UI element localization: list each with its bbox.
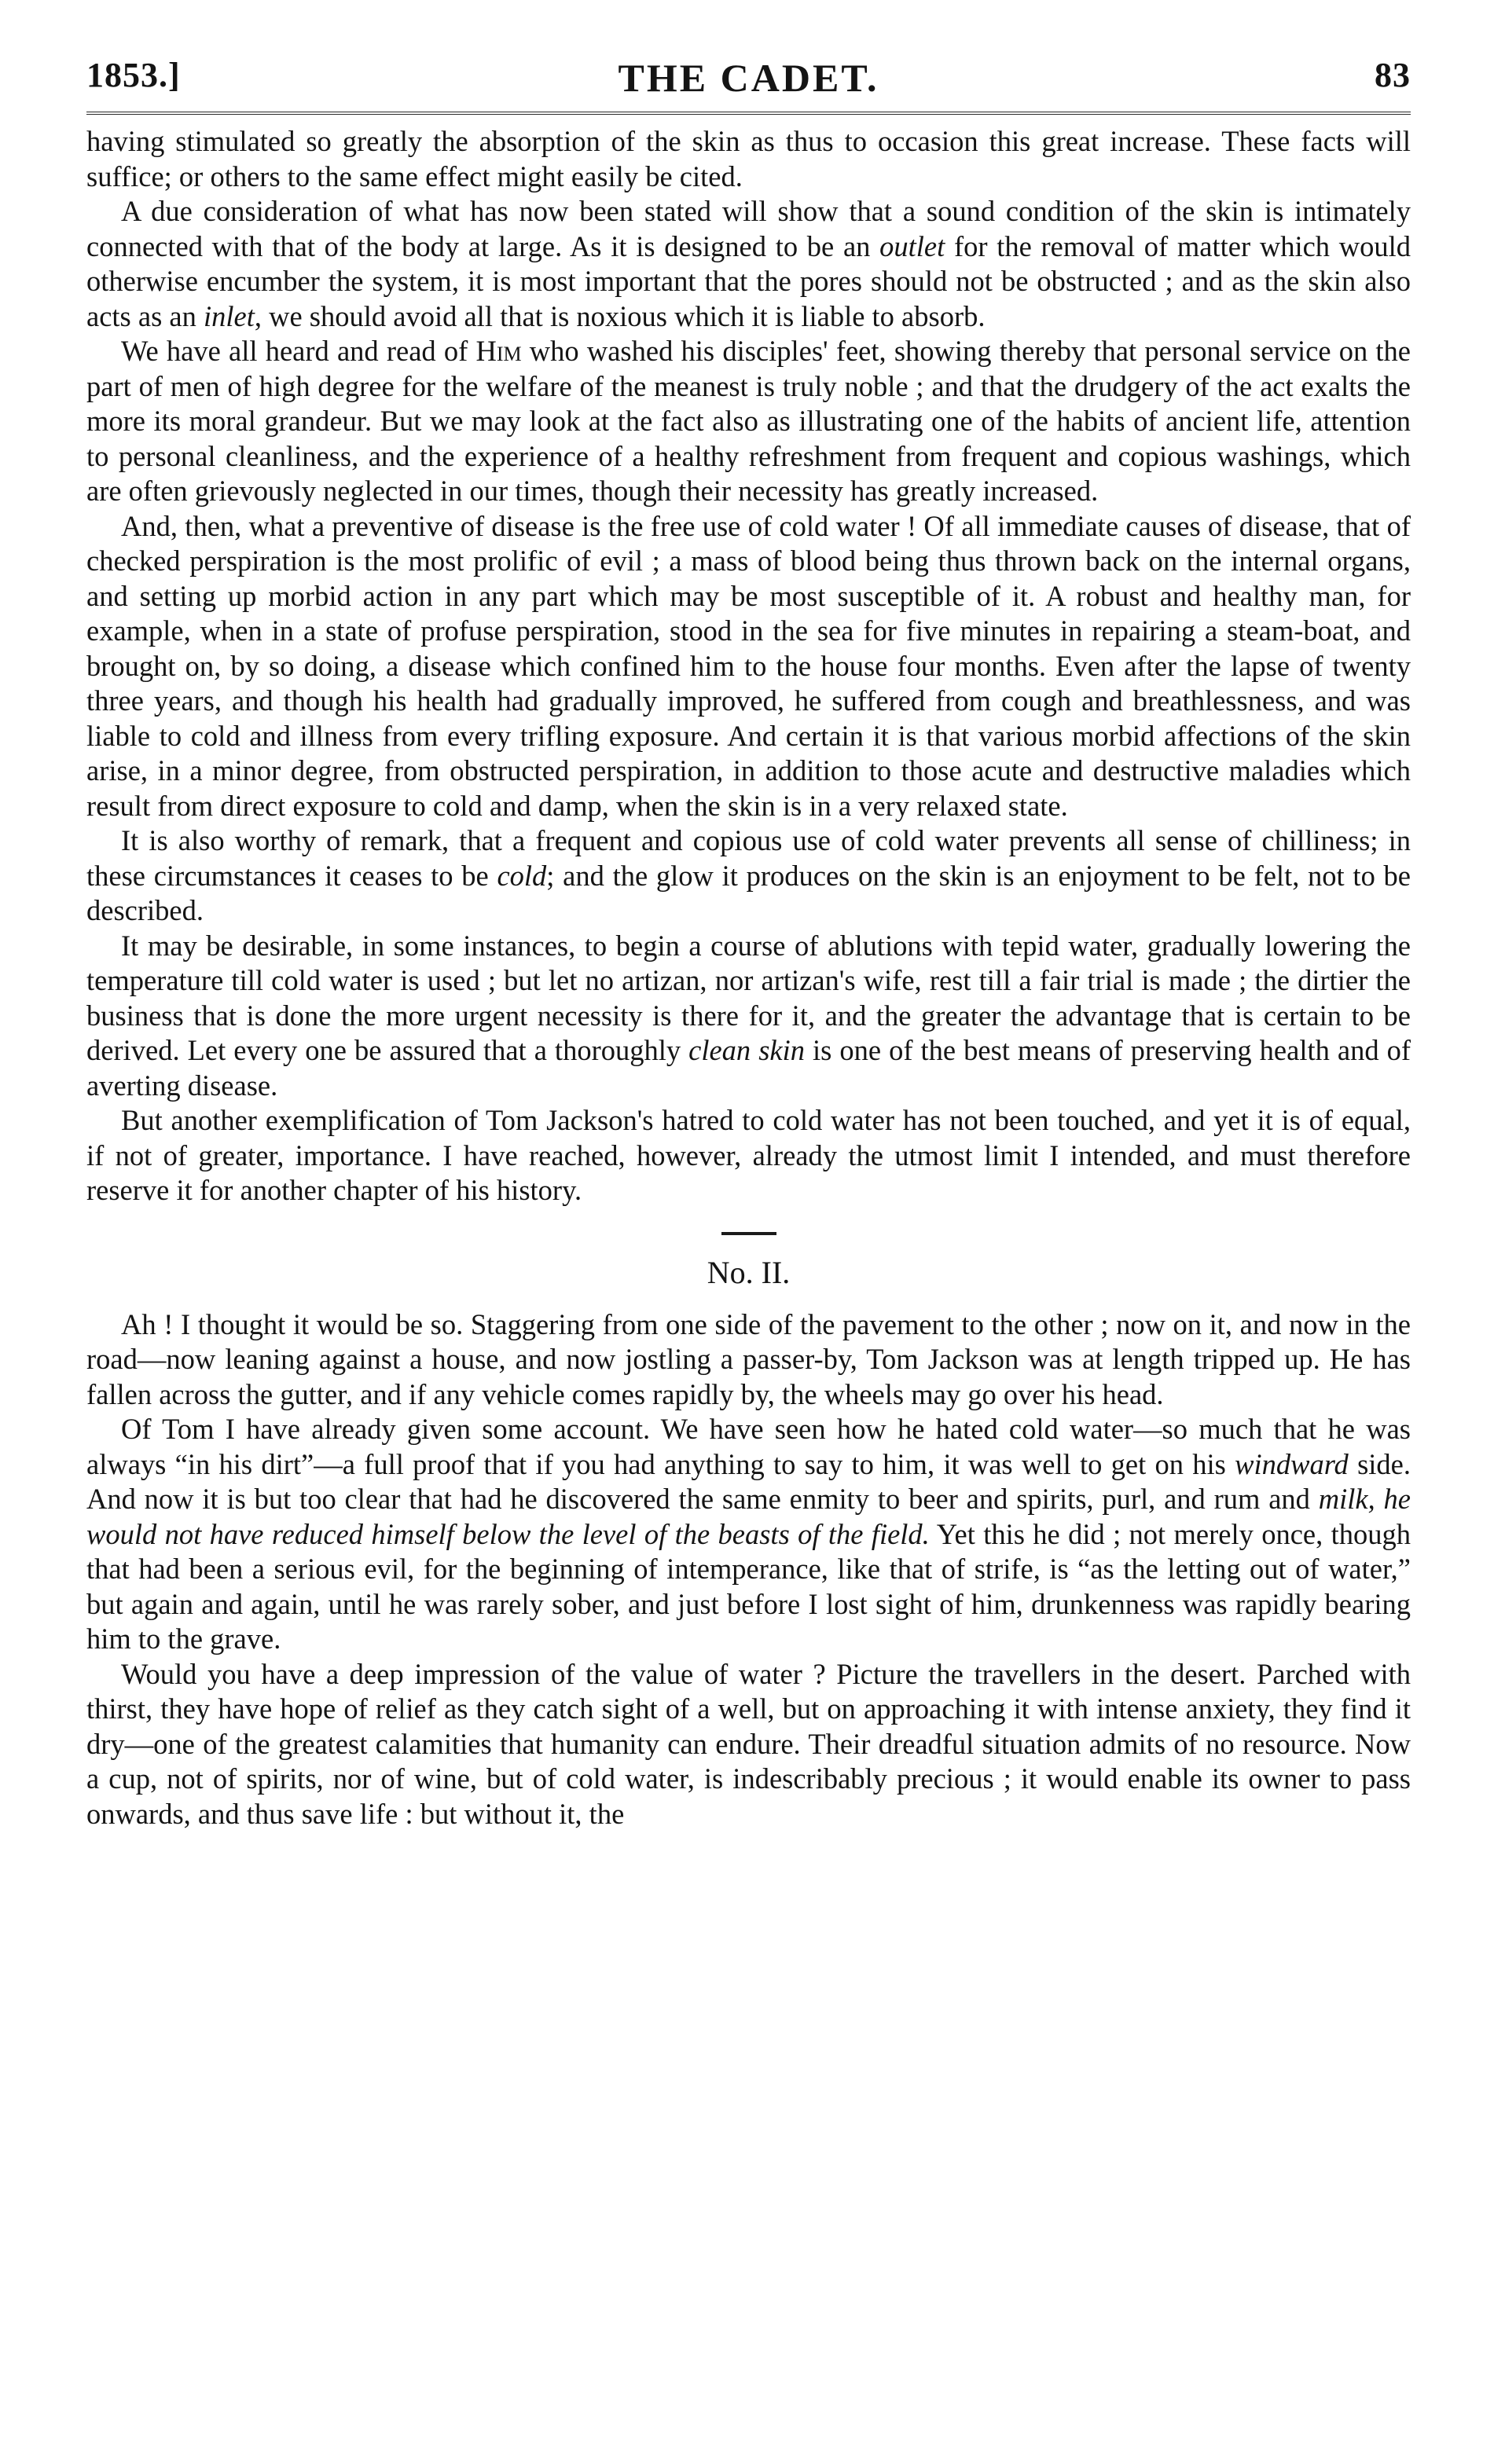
paragraph: We have all heard and read of Him who washed his disciples' feet, showing thereby that personal service on the part of men of high degree for the welfare of the meanest is truly noble ; and that the drudgery of the act exalts the more its moral grandeur. But we may look at the fact also as illustrating one of the habits of ancient life, attention to personal cleanliness, and the experience of a healthy refreshment from frequent and copious washings, which are often grievously neglected in our times, though their necessity has greatly increased. xyxy=(86,335,1411,507)
paragraph: having stimulated so greatly the absorption of the skin as thus to occasion this great increase. These facts will suffice; or others to the same effect might easily be cited. xyxy=(86,125,1411,192)
paragraph: Ah ! I thought it would be so. Staggering from one side of the pavement to the other ; now on it, and now in the road—now leaning against a house, and now jostling a passer-by, Tom Jackson was at length tripped up. He has fallen across the gutter, and if any vehicle comes rapidly by, the wheels may go over his head. xyxy=(86,1307,1411,1410)
book-page xyxy=(86,55,1411,1832)
paragraph: It may be desirable, in some instances, to begin a course of ablutions with tepid water, gradually lowering the temperature till cold water is used ; but let no artizan, nor artizan's wife, rest till a fair trial is made ; the dirtier the business that is done the more urgent necessity is there for it, and the greater the advantage that is certain to be derived. Let every one be assured that a thoroughly clean skin is one of the best means of preserving health and of averting disease. xyxy=(86,929,1411,1102)
running-head-title: THE CADET. xyxy=(618,56,879,100)
section-two xyxy=(86,1307,1411,1832)
header-rule xyxy=(86,112,1411,115)
paragraph: Would you have a deep impression of the value of water ? Picture the travellers in the desert. Parched with thirst, they have hope of relief as they catch sight of a well, but on approaching it with intense anxiety, they find it dry—one of the greatest calamities that humanity can endure. Their dreadful situation admits of no resource. Now a cup, not of spirits, nor of wine, but of cold water, is indescribably precious ; it would enable its owner to pass onwards, and thus save life : but without it, the xyxy=(86,1657,1411,1830)
section-heading: No. II. xyxy=(707,1254,791,1290)
running-head-year: 1853.] xyxy=(86,56,181,94)
paragraph: It is also worthy of remark, that a frequent and copious use of cold water prevents all sense of chilliness; in these circumstances it ceases to be cold; and the glow it produces on the skin is an enjoyment to be felt, not to be described. xyxy=(86,824,1411,926)
paragraph: And, then, what a preventive of disease is the free use of cold water ! Of all immediate causes of disease, that of checked perspiration is the most prolific of evil ; a mass of blood being thus thrown back on the internal organs, and setting up morbid action in any part which may be most susceptible of it. A robust and healthy man, for example, when in a state of profuse perspiration, stood in the sea for five minutes in repairing a steam-boat, and brought on, by so doing, a disease which confined him to the house four months. Even after the lapse of twenty three years, and though his health had gradually improved, he suffered from cough and breathlessness, and was liable to cold and illness from every trifling exposure. And certain it is that various morbid affections of the skin arise, in a minor degree, from obstructed perspiration, in addition to those acute and destructive maladies which result from direct exposure to cold and damp, when the skin is in a very relaxed state. xyxy=(86,509,1411,822)
section-divider xyxy=(721,1232,776,1235)
paragraph: But another exemplification of Tom Jackson's hatred to cold water has not been touched, and yet it is of equal, if not of greater, importance. I have reached, however, already the utmost limit I intended, and must therefore reserve it for another chapter of his history. xyxy=(86,1104,1411,1206)
paragraph: A due consideration of what has now been stated will show that a sound condition of the skin is intimately connected with that of the body at large. As it is designed to be an outlet for the removal of matter which would otherwise encumber the system, it is most important that the pores should not be obstructed ; and as the skin also acts as an inlet, we should avoid all that is noxious which it is liable to absorb. xyxy=(86,195,1411,332)
section-one xyxy=(86,124,1411,1208)
page-number: 83 xyxy=(1375,56,1411,94)
running-head xyxy=(86,55,1411,110)
paragraph: Of Tom I have already given some account. We have seen how he hated cold water—so much that he was always “in his dirt”—a full proof that if you had anything to say to him, it was well to get on his windward side. And now it is but too clear that had he discovered the same enmity to beer and spirits, purl, and rum and milk, he would not have reduced himself below the level of the beasts of the field. Yet this he did ; not merely once, though that had been a serious evil, for the beginning of intemperance, like that of strife, is “as the letting out of water,” but again and again, until he was rarely sober, and just before I lost sight of him, drunkenness was rapidly bearing him to the grave. xyxy=(86,1413,1411,1655)
